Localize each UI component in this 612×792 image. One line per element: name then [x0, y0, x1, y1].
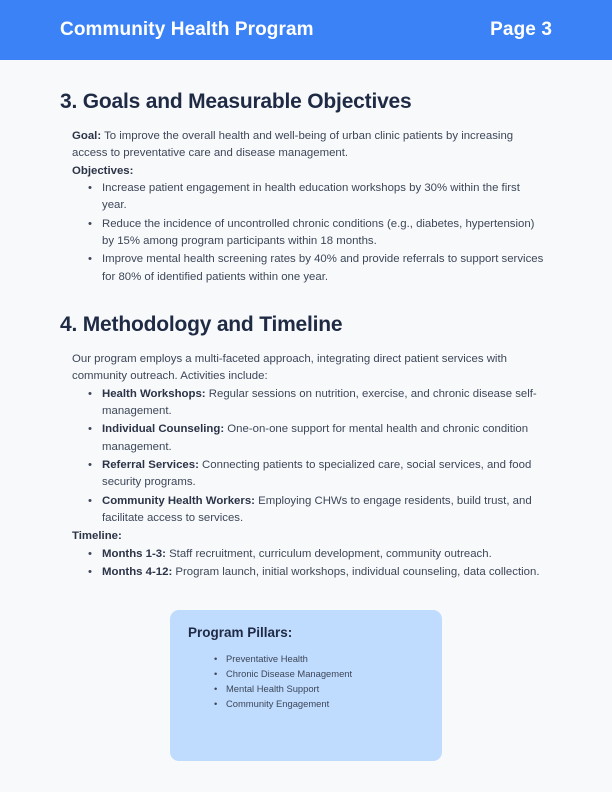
activity-lead: Individual Counseling: — [102, 423, 225, 436]
goal-text: To improve the overall health and well-being of urban clinic patients by increasing access to preventative care and disease management. — [72, 130, 514, 160]
activity-lead: Health Workshops: — [102, 387, 206, 400]
methodology-intro: Our program employs a multi-faceted approach, integrating direct patient services with community outreach. Activities include: — [72, 352, 507, 383]
timeline-lead: Months 4-12: — [102, 565, 173, 578]
activity-text: Employing CHWs to engage residents, build trust, and facilitate access to services. — [102, 494, 532, 524]
activities-list — [72, 386, 546, 528]
objectives-label: Objectives: — [72, 164, 134, 177]
activity-text: Connecting patients to specialized care, social services, and food security programs. — [102, 458, 532, 489]
callout-container — [60, 610, 552, 761]
list-item: • Chronic Disease Management — [226, 667, 424, 682]
activity-text: Regular sessions on nutrition, exercise, and chronic disease self-management. — [102, 387, 537, 417]
callout-title: Program Pillars: — [188, 625, 293, 641]
page-header — [0, 0, 612, 60]
list-item: • Reduce the incidence of uncontrolled chronic conditions (e.g., diabetes, hypertension) by 15% among program participants within 18 months. — [102, 216, 546, 251]
document-content — [0, 60, 612, 761]
section-heading-methodology: 4. Methodology and Timeline — [60, 312, 343, 336]
timeline-label: Timeline: — [72, 530, 122, 543]
objectives-list — [72, 180, 546, 286]
list-item — [102, 421, 546, 456]
list-item: • Increase patient engagement in health education workshops by 30% within the first year. — [102, 180, 546, 215]
list-item — [102, 386, 546, 421]
list-item: • Improve mental health screening rates by 40% and provide referrals to support services for 80% of identified patients within one year. — [102, 251, 546, 286]
timeline-text: Program launch, initial workshops, individual counseling, data collection. — [172, 565, 540, 578]
list-item — [102, 493, 546, 528]
document-title: Community Health Program — [60, 19, 314, 40]
page-number-label: Page 3 — [490, 19, 552, 40]
list-item: • Community Engagement — [226, 697, 424, 712]
list-item: • Mental Health Support — [226, 682, 424, 697]
list-item — [102, 564, 546, 581]
timeline-text: Staff recruitment, curriculum development, community outreach. — [165, 547, 492, 560]
timeline-list — [72, 546, 546, 582]
goals-body — [60, 128, 552, 286]
activity-lead: Referral Services: — [102, 458, 199, 471]
list-item — [102, 546, 546, 563]
activity-lead: Community Health Workers: — [102, 494, 255, 507]
activity-text: One-on-one support for mental health and chronic condition management. — [102, 423, 529, 453]
list-item — [102, 457, 546, 492]
goal-label: Goal: — [72, 130, 102, 142]
list-item: • Preventative Health — [226, 652, 424, 667]
program-pillars-callout — [170, 610, 442, 761]
methodology-body — [60, 351, 552, 581]
callout-list — [188, 652, 424, 711]
timeline-lead: Months 1-3: — [102, 547, 166, 560]
section-heading-goals: 3. Goals and Measurable Objectives — [60, 90, 412, 113]
goal-paragraph — [72, 128, 546, 163]
